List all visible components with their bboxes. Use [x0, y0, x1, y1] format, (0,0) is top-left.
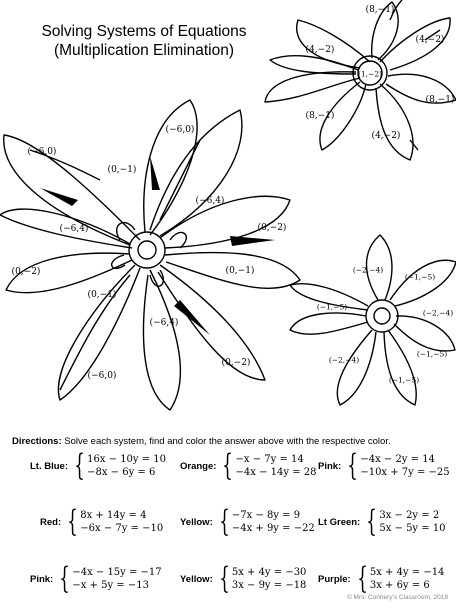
equation: −x + 5y = −13: [72, 580, 149, 591]
flower-label: (0,−1): [107, 165, 137, 175]
flower-label: (−6,0): [27, 147, 57, 157]
flower-label: (−6,4): [195, 196, 225, 206]
system-color-name: Red:: [40, 516, 62, 528]
brace-icon: {: [74, 448, 85, 483]
equation: −10x + 7y = −25: [360, 467, 450, 478]
equation: 3x − 9y = −18: [231, 580, 307, 591]
equation: 5x + 4y = −14: [369, 567, 445, 578]
flower-label: (−2,−4): [352, 265, 384, 275]
bottom-right-flower: [290, 235, 456, 405]
equation: −4x − 14y = 28: [235, 467, 317, 478]
equation: −4x − 2y = 14: [360, 454, 435, 465]
flower-label: (8,−1): [305, 111, 335, 121]
system-color-name: Lt. Blue:: [30, 460, 68, 472]
brace-icon: {: [222, 448, 234, 483]
equation: −4x − 15y = −17: [72, 567, 162, 578]
system-orange: [180, 448, 317, 483]
equation: 16x − 10y = 10: [87, 454, 167, 465]
system-color-name: Yellow:: [180, 573, 213, 585]
system-yellow: [180, 504, 315, 539]
flower-label: (−1,−5): [416, 349, 448, 359]
directions-label: Directions:: [12, 436, 62, 447]
brace-icon: {: [67, 504, 78, 539]
equation: −x − 7y = 14: [235, 454, 304, 465]
system-color-name: Purple:: [318, 573, 351, 585]
system-lt-green: [318, 504, 446, 539]
equation: −6x − 7y = −10: [80, 523, 164, 534]
flower-label: (0,−1): [87, 290, 117, 300]
flower-label: (0,−1): [225, 266, 255, 276]
top-right-flower: [265, 0, 456, 160]
equation: −7x − 8y = 9: [231, 510, 301, 521]
system-pink: [318, 448, 450, 483]
copyright-credit: © Mrs. Connery's Classroom, 2018: [346, 594, 448, 601]
brace-icon: {: [219, 561, 230, 596]
flower-label: (0,−2): [11, 267, 41, 277]
flower-label: (1,−2): [357, 69, 383, 79]
flower-label: (4,−2): [305, 45, 335, 55]
flower-label: (0,−2): [257, 223, 287, 233]
worksheet-title: [20, 22, 268, 60]
flower-label: (−2,−4): [422, 308, 454, 318]
system-lt-blue: [30, 448, 167, 483]
equation: 5x + 4y = −30: [231, 567, 307, 578]
system-color-name: Orange:: [180, 460, 217, 472]
flower-label: (8,−1): [365, 5, 395, 15]
system-purple: [318, 561, 445, 596]
flower-label: (−6,4): [59, 224, 89, 234]
flower-label: (8,−1): [425, 95, 455, 105]
system-color-name: Pink:: [318, 460, 342, 472]
flower-label: (4,−2): [415, 35, 445, 45]
title-line-1: Solving Systems of Equations: [41, 23, 247, 40]
brace-icon: {: [347, 448, 359, 483]
brace-icon: {: [357, 561, 368, 596]
directions-text: Solve each system, find and color the answer above with the respective color.: [61, 436, 391, 447]
equation: 8x + 14y = 4: [80, 510, 147, 521]
equation: −4x + 9y = −22: [231, 523, 315, 534]
brace-icon: {: [219, 504, 230, 539]
flower-label: (−6,0): [87, 371, 117, 381]
directions: [12, 436, 452, 447]
flower-label: (−1,−5): [316, 302, 348, 312]
equation: 3x − 2y = 2: [379, 510, 440, 521]
flower-label: (−2,−4): [328, 355, 360, 365]
title-line-2: (Multiplication Elimination): [53, 42, 235, 59]
flower-label: (4,−2): [371, 131, 401, 141]
flower-label: (−1,−5): [388, 375, 420, 385]
system-color-name: Lt Green:: [318, 516, 361, 528]
system-color-name: Pink:: [30, 573, 54, 585]
flower-label: (−6,0): [165, 125, 195, 135]
system-yellow-2: [180, 561, 307, 596]
flower-label: (0,−2): [221, 358, 251, 368]
system-pink-2: [30, 561, 162, 596]
equation: −8x − 6y = 6: [87, 467, 156, 478]
flower-label: (−6,4): [149, 318, 179, 328]
system-color-name: Yellow:: [180, 516, 213, 528]
equation: 3x + 6y = 6: [369, 580, 430, 591]
equation: 5x − 5y = 10: [379, 523, 446, 534]
brace-icon: {: [366, 504, 378, 539]
system-red: [40, 504, 164, 539]
flower-label: (−1,−5): [404, 272, 436, 282]
brace-icon: {: [59, 561, 71, 596]
